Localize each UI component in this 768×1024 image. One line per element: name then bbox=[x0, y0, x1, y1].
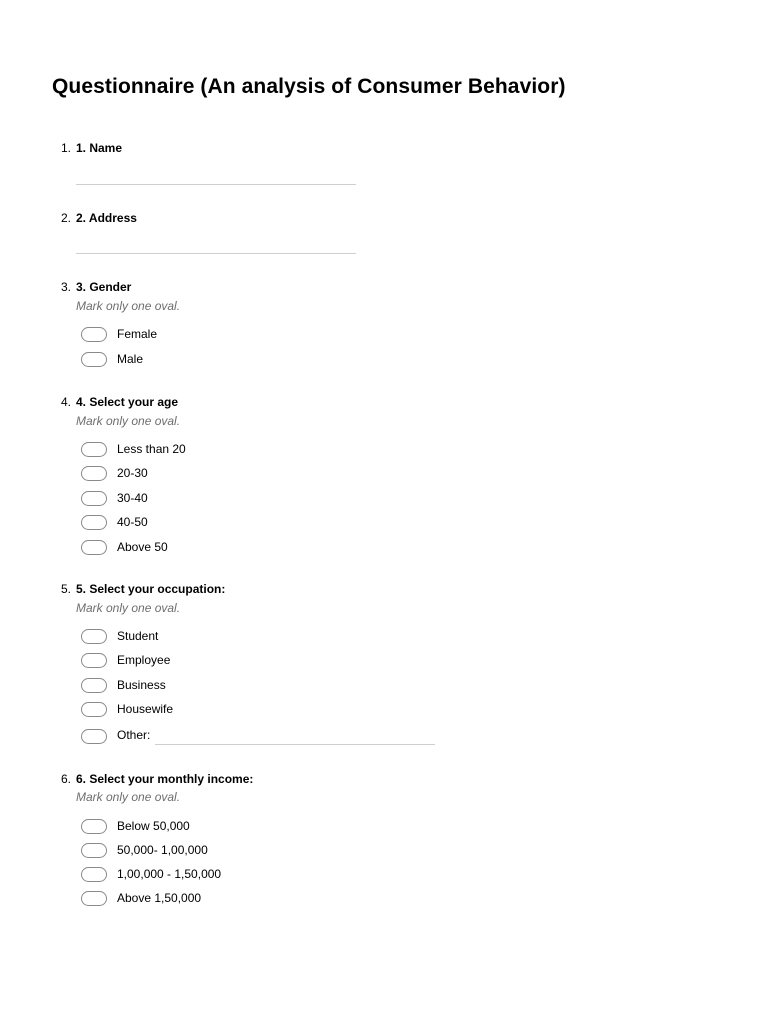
option-label: 1,00,000 - 1,50,000 bbox=[117, 867, 222, 881]
radio-oval-student[interactable] bbox=[81, 629, 107, 644]
question-title-income: 6. Select your monthly income: bbox=[76, 772, 254, 786]
option-label: Less than 20 bbox=[117, 442, 186, 456]
question-number: 4. bbox=[61, 395, 72, 409]
radio-oval-40-50[interactable] bbox=[81, 515, 107, 530]
radio-oval-employee[interactable] bbox=[81, 653, 107, 668]
radio-oval-20-30[interactable] bbox=[81, 466, 107, 481]
question-number: 5. bbox=[61, 582, 72, 596]
other-answer-line[interactable] bbox=[155, 744, 435, 745]
radio-oval-100000-150000[interactable] bbox=[81, 867, 107, 882]
option-label: Female bbox=[117, 327, 158, 341]
option-label: Above 1,50,000 bbox=[117, 891, 202, 905]
question-hint: Mark only one oval. bbox=[76, 414, 181, 428]
question-title-age: 4. Select your age bbox=[76, 395, 179, 409]
option-label: 50,000- 1,00,000 bbox=[117, 843, 208, 857]
option-label: Housewife bbox=[117, 702, 174, 716]
option-label: Male bbox=[117, 352, 144, 366]
option-label: Above 50 bbox=[117, 540, 168, 554]
radio-oval-50000-100000[interactable] bbox=[81, 843, 107, 858]
option-label: Business bbox=[117, 678, 166, 692]
radio-oval-below-50000[interactable] bbox=[81, 819, 107, 834]
question-number: 6. bbox=[61, 772, 72, 786]
option-label: Other: bbox=[117, 728, 151, 742]
option-label: Employee bbox=[117, 653, 171, 667]
radio-oval-housewife[interactable] bbox=[81, 702, 107, 717]
radio-oval-business[interactable] bbox=[81, 678, 107, 693]
option-label: Below 50,000 bbox=[117, 819, 190, 833]
radio-oval-above-150000[interactable] bbox=[81, 891, 107, 906]
question-hint: Mark only one oval. bbox=[76, 299, 181, 313]
address-answer-line[interactable] bbox=[76, 253, 356, 254]
form-title: Questionnaire (An analysis of Consumer Behavior) bbox=[52, 75, 566, 98]
name-answer-line[interactable] bbox=[76, 184, 356, 185]
option-label: 40-50 bbox=[117, 515, 148, 529]
question-number: 2. bbox=[61, 211, 72, 225]
radio-oval-less-than-20[interactable] bbox=[81, 442, 107, 457]
question-number: 1. bbox=[61, 141, 72, 155]
question-hint: Mark only one oval. bbox=[76, 790, 181, 804]
radio-oval-male[interactable] bbox=[81, 352, 107, 367]
question-title-address: 2. Address bbox=[76, 211, 137, 225]
radio-oval-female[interactable] bbox=[81, 327, 107, 342]
radio-oval-above-50[interactable] bbox=[81, 540, 107, 555]
question-title-name: 1. Name bbox=[76, 141, 123, 155]
radio-oval-other[interactable] bbox=[81, 729, 107, 744]
question-title-gender: 3. Gender bbox=[76, 280, 132, 294]
option-label: Student bbox=[117, 629, 159, 643]
option-label: 20-30 bbox=[117, 466, 148, 480]
option-label: 30-40 bbox=[117, 491, 148, 505]
question-title-occupation: 5. Select your occupation: bbox=[76, 582, 226, 596]
radio-oval-30-40[interactable] bbox=[81, 491, 107, 506]
question-number: 3. bbox=[61, 280, 72, 294]
question-hint: Mark only one oval. bbox=[76, 601, 181, 615]
